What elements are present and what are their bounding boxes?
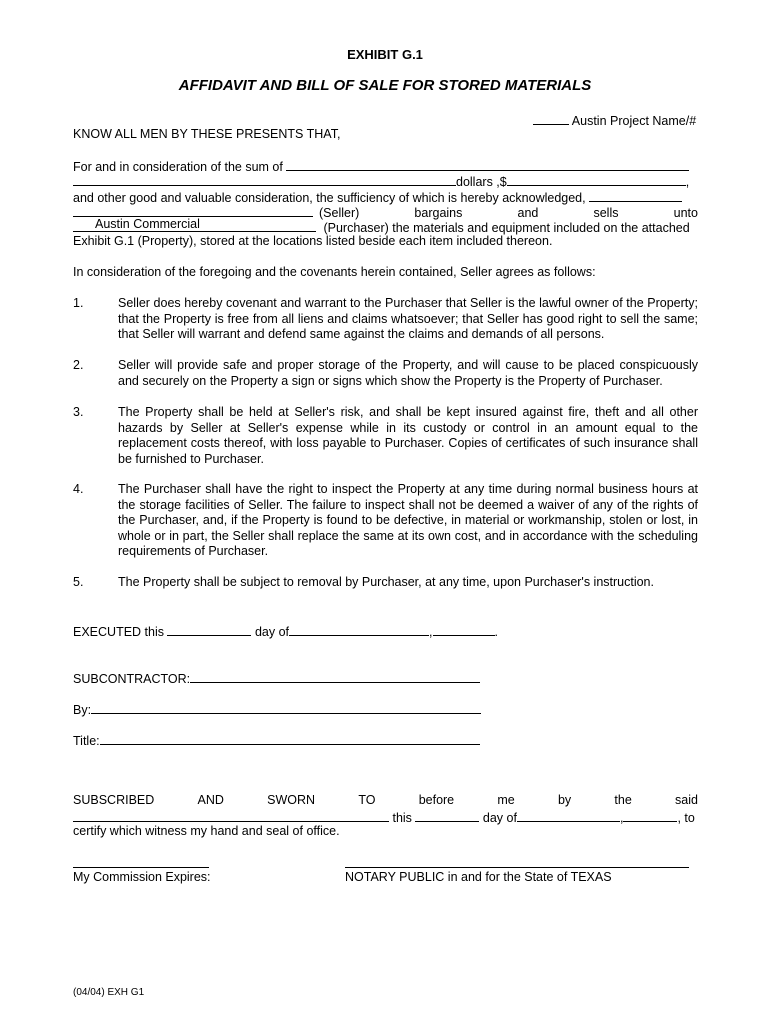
subscribed-line [73, 793, 698, 807]
unto-word: unto [673, 206, 698, 220]
day-of-label: day of [254, 625, 290, 639]
title-blank[interactable] [100, 731, 480, 745]
item-5-number: 5. [73, 575, 84, 589]
notary-this-label: this [392, 811, 412, 825]
notary-year-blank[interactable] [623, 808, 677, 822]
by-blank[interactable] [91, 700, 481, 714]
project-blank[interactable] [533, 111, 569, 125]
executed-year-blank[interactable] [433, 622, 495, 636]
notary-this-line [73, 808, 695, 825]
period: . [494, 625, 498, 639]
seller-name-blank-2[interactable] [73, 203, 313, 217]
comma: , [429, 625, 433, 639]
sum-words-blank-2[interactable] [73, 172, 456, 186]
item-3-text: The Property shall be held at Seller's risk, and shall be kept insured against fire, theft and all other hazards by Seller at Seller's expense while in its custody or control in an amount equal to the replacement costs thereof, with loss payable to Purchaser. Copies of certificates of such insurance shall be furnished to Purchaser. [118, 405, 698, 466]
dollars-label: dollars ,$ [456, 175, 507, 189]
executed-month-blank[interactable] [289, 622, 429, 636]
footer-code: (04/04) EXH G1 [73, 987, 145, 998]
other-good-text: and other good and valuable consideration, the sufficiency of which is hereby acknowledged, [73, 191, 586, 205]
item-5-text: The Property shall be subject to removal by Purchaser, at any time, upon Purchaser's instruction. [118, 575, 654, 589]
notary-word-1: SUBSCRIBED [73, 793, 155, 807]
project-label: Austin Project Name/# [571, 114, 697, 128]
executed-label: EXECUTED this [73, 625, 164, 639]
seller-label: (Seller) [319, 206, 360, 220]
notary-name-blank[interactable] [73, 808, 389, 822]
sells-word: sells [593, 206, 619, 220]
notary-word-8: the [614, 793, 632, 807]
item-3-number: 3. [73, 405, 84, 419]
title-label: Title: [73, 734, 100, 748]
commission-blank[interactable] [73, 854, 209, 868]
seller-name-blank[interactable] [589, 188, 682, 202]
project-line [533, 111, 696, 128]
comma: , [619, 811, 624, 825]
comma: , [685, 175, 690, 189]
executed-line [73, 622, 498, 639]
item-4-text: The Purchaser shall have the right to inspect the Property at any time during normal business hours at the storage facilities of Seller. The failure to inspect shall not be deemed a waiver of any of the rights of the Purchaser, and, if the Property is found to be defective, in material or workmanship, stolen or lost, in whole or in part, the Seller shall replace the same at its own cost, and in accordance with the scheduling requirements of Purchaser. [118, 482, 698, 558]
notary-month-blank[interactable] [517, 808, 620, 822]
purchaser-name: Austin Commercial [95, 217, 200, 231]
notary-public-label: NOTARY PUBLIC in and for the State of TEXAS [345, 870, 612, 884]
dollars-line [73, 172, 689, 189]
sum-words-blank[interactable] [286, 157, 689, 171]
exhibit-label: EXHIBIT G.1 [347, 47, 423, 62]
notary-word-3: SWORN [267, 793, 316, 807]
and-word: and [517, 206, 539, 220]
item-2-text: Seller will provide safe and proper storage of the Property, and will cause to be placed conspicuously and securely on the Property a sign or signs which show the Property is the Property of Purchaser. [118, 358, 698, 388]
commission-label: My Commission Expires: [73, 870, 211, 884]
purchaser-name-field[interactable] [73, 218, 316, 232]
dollar-amount-blank[interactable] [507, 172, 686, 186]
purchaser-line [73, 218, 690, 235]
notary-word-9: said [675, 793, 698, 807]
purchaser-text: (Purchaser) the materials and equipment included on the attached [323, 221, 690, 235]
know-all-line: KNOW ALL MEN BY THESE PRESENTS THAT, [73, 127, 341, 141]
by-label: By: [73, 703, 92, 717]
executed-day-blank[interactable] [167, 622, 251, 636]
certify-line: certify which witness my hand and seal of office. [73, 824, 340, 838]
item-1-number: 1. [73, 296, 84, 310]
exhibit-line: Exhibit G.1 (Property), stored at the locations listed beside each item included thereon. [73, 234, 553, 248]
foregoing-line: In consideration of the foregoing and the covenants herein contained, Seller agrees as follows: [73, 265, 596, 279]
item-1-text: Seller does hereby covenant and warrant to the Purchaser that Seller is the lawful owner of the Property; that the Property is free from all liens and claims whatsoever; that Seller has good right to sell the same; that Seller will warrant and defend same against the claims and demands of all persons. [118, 296, 698, 341]
bargains-word: bargains [414, 206, 463, 220]
notary-signature-blank[interactable] [345, 854, 689, 868]
notary-day-blank[interactable] [415, 808, 479, 822]
notary-day-of-label: day of [482, 811, 517, 825]
item-4-number: 4. [73, 482, 84, 496]
subcontractor-line [73, 669, 480, 686]
notary-to-label: , to [677, 811, 695, 825]
notary-word-2: AND [197, 793, 224, 807]
consideration-label: For and in consideration of the sum of [73, 160, 283, 174]
title-line [73, 731, 480, 748]
notary-word-7: by [557, 793, 572, 807]
subcontractor-label: SUBCONTRACTOR: [73, 672, 191, 686]
notary-word-4: TO [358, 793, 376, 807]
notary-word-5: before [418, 793, 455, 807]
subcontractor-blank[interactable] [190, 669, 480, 683]
by-line [73, 700, 481, 717]
document-title: AFFIDAVIT AND BILL OF SALE FOR STORED MATERIALS [178, 77, 592, 94]
item-2-number: 2. [73, 358, 84, 372]
notary-word-6: me [497, 793, 515, 807]
